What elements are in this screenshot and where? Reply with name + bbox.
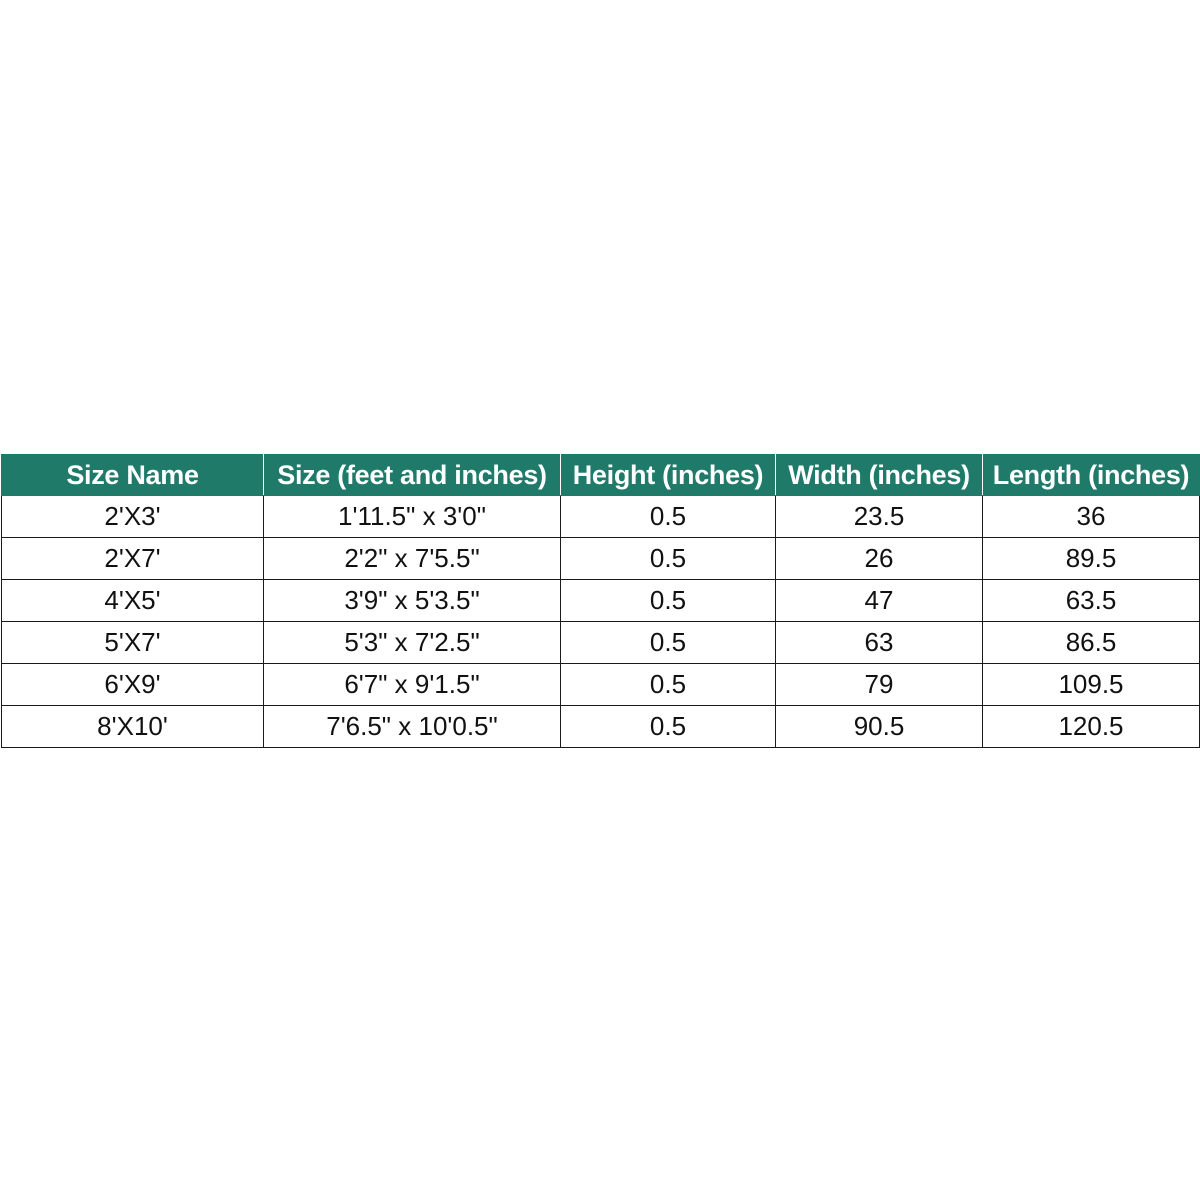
cell-size-name: 2'X7' (2, 538, 264, 580)
header-length: Length (inches) (983, 455, 1200, 496)
header-size-name: Size Name (2, 455, 264, 496)
cell-height: 0.5 (561, 580, 776, 622)
header-size-feet-inches: Size (feet and inches) (264, 455, 561, 496)
header-width: Width (inches) (776, 455, 983, 496)
cell-size-feet-inches: 6'7" x 9'1.5" (264, 664, 561, 706)
cell-width: 23.5 (776, 496, 983, 538)
table-row (2, 664, 1200, 706)
cell-size-feet-inches: 7'6.5" x 10'0.5" (264, 706, 561, 748)
table-row (2, 706, 1200, 748)
table-row (2, 538, 1200, 580)
cell-size-name: 2'X3' (2, 496, 264, 538)
cell-length: 109.5 (983, 664, 1200, 706)
cell-width: 79 (776, 664, 983, 706)
cell-height: 0.5 (561, 538, 776, 580)
cell-length: 36 (983, 496, 1200, 538)
cell-width: 63 (776, 622, 983, 664)
header-row (2, 455, 1200, 496)
cell-size-name: 8'X10' (2, 706, 264, 748)
cell-size-name: 6'X9' (2, 664, 264, 706)
size-chart-table (1, 454, 1200, 748)
cell-width: 90.5 (776, 706, 983, 748)
cell-size-feet-inches: 1'11.5" x 3'0" (264, 496, 561, 538)
cell-height: 0.5 (561, 706, 776, 748)
cell-width: 26 (776, 538, 983, 580)
header-height: Height (inches) (561, 455, 776, 496)
cell-length: 63.5 (983, 580, 1200, 622)
cell-size-feet-inches: 5'3" x 7'2.5" (264, 622, 561, 664)
cell-length: 120.5 (983, 706, 1200, 748)
table-row (2, 622, 1200, 664)
cell-length: 89.5 (983, 538, 1200, 580)
cell-height: 0.5 (561, 622, 776, 664)
table-row (2, 580, 1200, 622)
cell-size-feet-inches: 3'9" x 5'3.5" (264, 580, 561, 622)
cell-size-name: 5'X7' (2, 622, 264, 664)
cell-width: 47 (776, 580, 983, 622)
cell-size-feet-inches: 2'2" x 7'5.5" (264, 538, 561, 580)
table-row (2, 496, 1200, 538)
cell-size-name: 4'X5' (2, 580, 264, 622)
cell-height: 0.5 (561, 496, 776, 538)
cell-length: 86.5 (983, 622, 1200, 664)
cell-height: 0.5 (561, 664, 776, 706)
